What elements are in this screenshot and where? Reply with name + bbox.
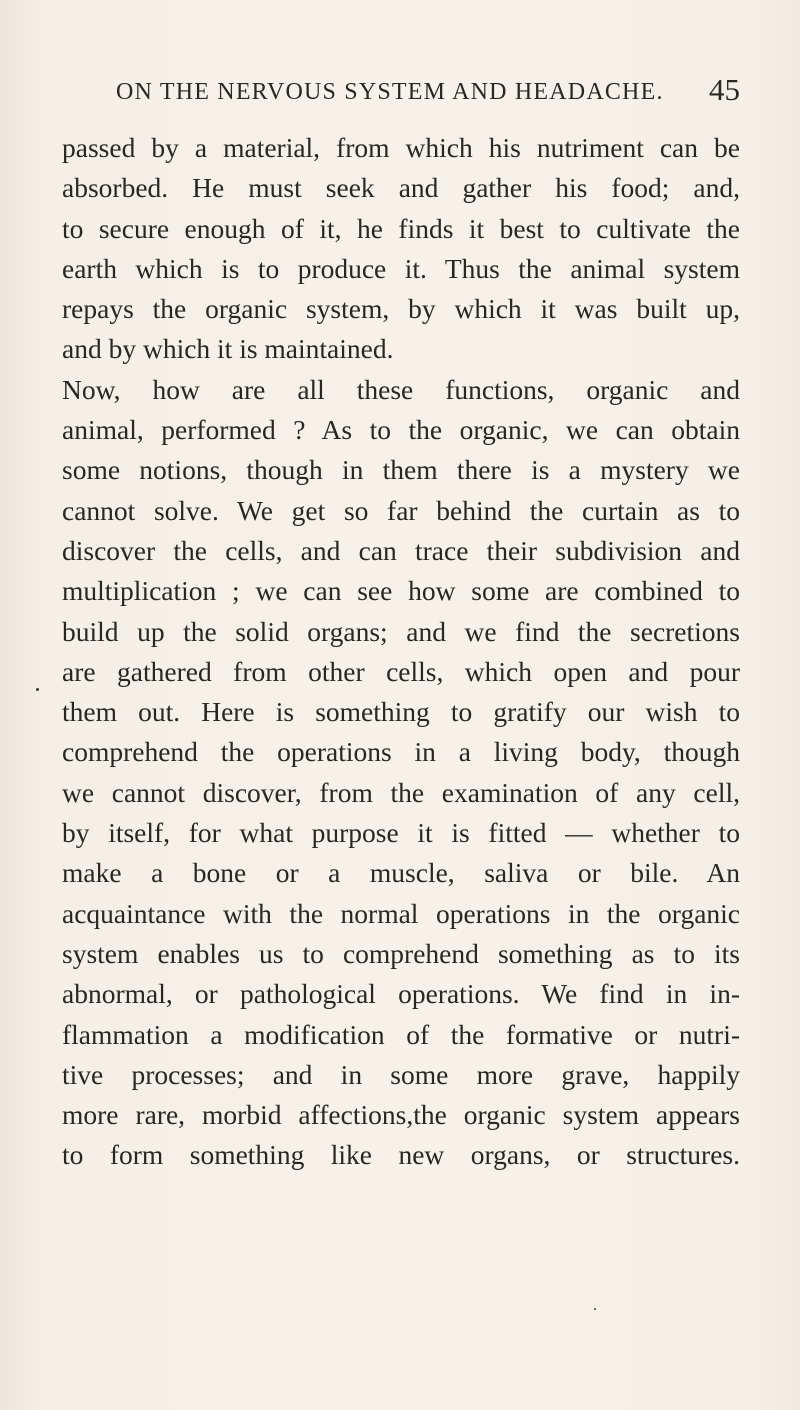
print-speck — [594, 1308, 596, 1310]
text-line: by itself, for what purpose it is fitted — whether to — [62, 817, 740, 849]
text-line: we cannot discover, from the examination of any cell, — [62, 776, 740, 808]
text-line: some notions, though in them there is a mystery we — [62, 454, 740, 486]
text-line: animal, performed ? As to the organic, we can obtain — [62, 414, 740, 446]
text-line: are gathered from other cells, which open and pour — [62, 655, 740, 687]
text-line: them out. Here is something to gratify our wish to — [62, 696, 740, 728]
text-line: system enables us to comprehend something as to its — [62, 937, 740, 969]
text-line: abnormal, or pathological operations. We find in in- — [62, 978, 740, 1010]
text-line: comprehend the operations in a living body, though — [62, 736, 740, 768]
running-title: ON THE NERVOUS SYSTEM AND HEADACHE. — [116, 79, 664, 105]
text-line: passed by a material, from which his nutriment can be — [62, 132, 740, 163]
text-line: more rare, morbid affections,the organic system appears — [62, 1099, 740, 1131]
text-line: absorbed. He must seek and gather his food; and, — [62, 172, 740, 204]
page-number: 45 — [709, 72, 740, 107]
text-line: to form something like new organs, or structures. — [62, 1139, 740, 1171]
text-line: discover the cells, and can trace their subdivision and — [62, 534, 740, 566]
running-head — [60, 72, 740, 112]
text-line: and by which it is maintained. — [62, 333, 394, 365]
text-line: Now, how are all these functions, organic and — [62, 373, 740, 405]
text-line: repays the organic system, by which it was built up, — [62, 293, 740, 325]
print-speck — [36, 688, 39, 691]
text-line: make a bone or a muscle, saliva or bile. An — [62, 857, 740, 889]
text-line: tive processes; and in some more grave, happily — [62, 1058, 740, 1090]
text-line: build up the solid organs; and we find the secretions — [62, 615, 740, 647]
text-line: multiplication ; we can see how some are combined to — [62, 575, 740, 607]
text-line: to secure enough of it, he finds it best to cultivate the — [62, 212, 740, 244]
text-line: acquaintance with the normal operations in the organic — [62, 897, 740, 929]
text-line: cannot solve. We get so far behind the curtain as to — [62, 494, 740, 526]
body-text — [62, 128, 740, 1176]
text-line: flammation a modification of the formative or nutri- — [62, 1018, 740, 1050]
text-line: earth which is to produce it. Thus the animal system — [62, 252, 740, 284]
